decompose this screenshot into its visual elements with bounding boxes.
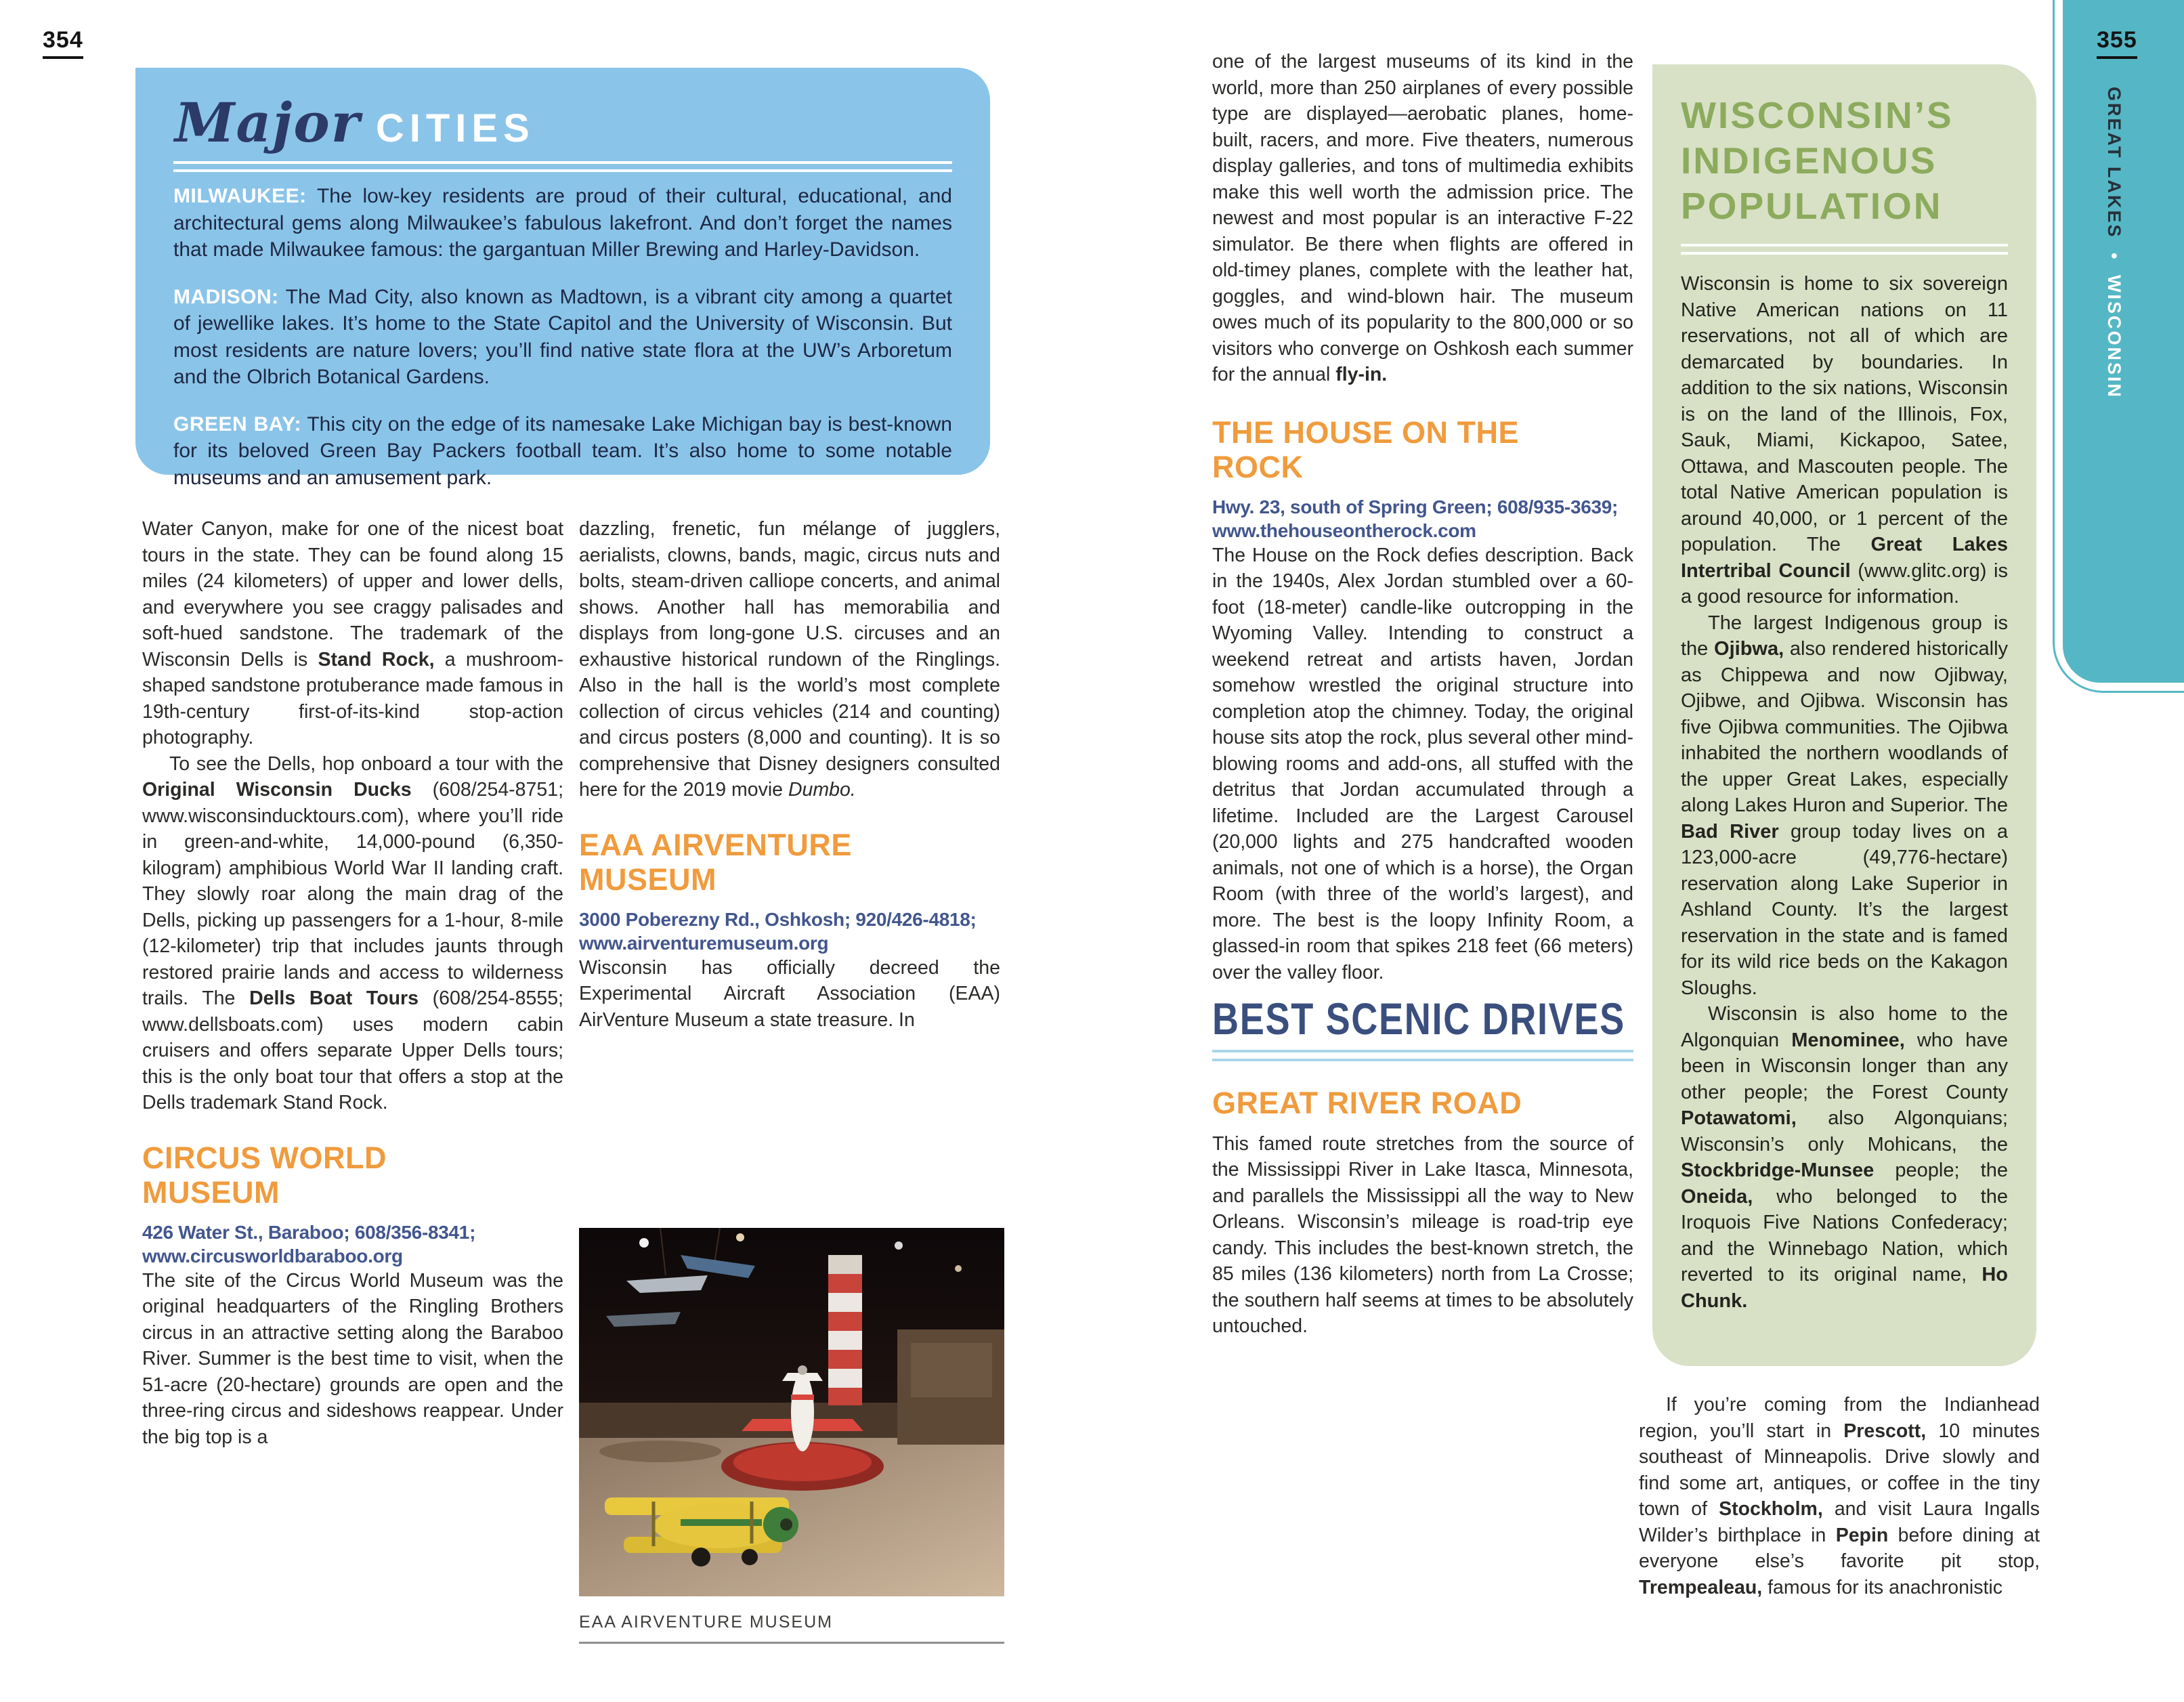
body-column-2 [579,516,1000,1033]
scenic-divider [1212,1050,1633,1061]
major-cities-title-script: Major [175,91,361,154]
section-heading-best-scenic-drives: BEST SCENIC DRIVES [1212,994,1625,1044]
paragraph: If you’re coming from the Indianhead region, you’ll start in Prescott, 10 minutes southeast of Minneapolis. Drive slowly and find some art, antiques, or coffee in the tiny town of Stockholm, and visit Laura Ingalls Wilder’s birthplace in Pepin before dining at everyone else’s favorite pit stop, Trempealeau, famous for its anachronistic [1639,1394,2040,1598]
title-divider [1681,244,2008,255]
striped-pylon [828,1255,862,1405]
section-heading-great-river-road: GREAT RIVER ROAD [1212,1085,1522,1120]
indigenous-title-line: POPULATION [1681,185,1943,227]
address-line: Hwy. 23, south of Spring Green; 608/935-3639; www.thehouseontherock.com [1212,496,1619,541]
page-number-left: 354 [43,27,83,59]
paragraph: dazzling, frenetic, fun mélange of jugglers, aerialists, clowns, bands, magic, circus nuts and bolts, steam-driven calliope concerts, and animal shows. Another hall has memorabilia and displays from long-gone U.S. circuses and an exhaustive historical rundown of the Ringlings. Also in the hall is the world’s most complete collection of circus vehicles (214 and counting) and circus posters (8,000 and counting). It is so comprehensive that Disney designers consulted here for the 2019 movie Dumbo. [579,518,1000,801]
section-heading-circus-world-museum: CIRCUS WORLD MUSEUM [142,1140,387,1210]
eaa-photo-block [579,1228,1004,1644]
paragraph: Water Canyon, make for one of the nicest boat tours in the state. They can be found along 15 miles (24 kilometers) of upper and lower dells, and everywhere you see craggy palisades and soft-hued sandstone. The trademark of the Wisconsin Dells is Stand Rock, a mushroom-shaped sandstone protuberance made famous in 19th-century first-of-its-kind stop-action photography. [142,518,563,748]
city-entry-madison: MADISON: The Mad City, also known as Madtown, is a vibrant city among a quartet of jewellike lakes. It’s home to the State Capitol and the University of Wisconsin. But most residents are nature lovers; you’ll find native state flora at the UW’s Arboretum and the Olbrich Botanical Gardens. [173,285,952,388]
indigenous-title-line: INDIGENOUS [1681,140,1937,182]
major-cities-title [175,91,952,154]
body-column-1 [142,516,563,1450]
paragraph: one of the largest museums of its kind in the world, more than 250 airplanes of every possible type are displayed—aerobatic planes, home-built, racers, and more. Five theaters, numerous display galleries, and tons of multimedia exhibits make this well worth the admission price. The newest and most popular is an interactive F-22 simulator. Be there when flights are offered in old-timey planes, complete with the leather hat, goggles, and wind-blown hair. The museum owes much of its popularity to the 800,000 or so visitors who converge on Oshkosh each summer for the annual fly-in. [1212,51,1633,385]
section-heading-eaa-airventure-museum: EAA AIRVENTURE MUSEUM [579,827,852,897]
title-divider [173,161,952,172]
major-cities-title-caps: CITIES [375,106,535,150]
tab-region-label: GREAT LAKES [2104,87,2124,239]
photo-caption: EAA AIRVENTURE MUSEUM [579,1613,833,1632]
city-entry-milwaukee: MILWAUKEE: The low-key residents are proud of their cultural, educational, and architectural gems along Milwaukee’s fabulous lakefront. And don’t forget the names that made Milwaukee famous: the gargantuan Miller Brewing and Harley-Davidson. [173,185,952,261]
page-number-right: 355 [2097,27,2137,59]
eaa-airventure-museum-photo [579,1228,1004,1596]
indigenous-population-box [1652,64,2036,1366]
paragraph: The largest Indigenous group is the Ojibwa, also rendered historically as Chippewa and now Ojibway, Ojibwe, and Ojibwa. Wisconsin has five Ojibwa communities. The Ojibwa inhabited the northern woodlands of the upper Great Lakes, especially along Lakes Huron and Superior. The Bad River group today lives on a 123,000-acre (49,776-hectare) reservation along Lake Superior in Ashland County. It’s the largest reservation in the state and is famed for its wild rice beds on the Kakagon Sloughs. [1681,612,2009,999]
paragraph: Wisconsin is home to six sovereign Native American nations on 11 reservations, not all of which are demarcated by boundaries. In addition to the six nations, Wisconsin is on the land of the Illinois, Fox, Sauk, Miami, Kickapoo, Satee, Ottawa, and Mascouten people. The total Native American population is around 40,000, or 1 percent of the population. The Great Lakes Intertribal Council (www.glitc.org) is a good resource for information. [1681,273,2008,608]
chapter-tab-label [2103,87,2124,399]
paragraph: Wisconsin has officially decreed the Experimental Aircraft Association (EAA) AirVenture Museum a state treasure. In [579,956,1000,1031]
paragraph: Wisconsin is also home to the Algonquian Menominee, who have been in Wisconsin longer than any other people; the Forest County Potawatomi, also Algonquians; Wisconsin’s only Mohicans, the Stockbridge-Munsee people; the Oneida, who belonged to the Iroquois Five Nations Confederacy; and the Winnebago Nation, which reverted to its original name, Ho Chunk. [1681,1003,2009,1312]
body-column-3 [1212,49,1633,1340]
address-line: 426 Water St., Baraboo; 608/356-8341; www.circusworldbaraboo.org [142,1221,476,1267]
section-heading-house-on-the-rock: THE HOUSE ON THE ROCK [1212,414,1520,484]
city-entry-green-bay: GREEN BAY: This city on the edge of its namesake Lake Michigan bay is best-known for its beloved Green Bay Packers football team. It’s also home to some notable museums and an amusement park. [173,412,952,489]
bullet-separator-icon: • [2104,253,2124,261]
paragraph: The site of the Circus World Museum was the original headquarters of the Ringling Brothers circus in an attractive setting along the Baraboo River. Summer is the best time to visit, when the 51-acre (20-hectare) grounds are open and the three-ring circus and sideshows reappear. Under the big top is a [142,1269,563,1448]
paragraph: To see the Dells, hop onboard a tour with the Original Wisconsin Ducks (608/254-8751; www.wisconsinducktours.com), where you’ll ride in green-and-white, 14,000-pound (6,350-kilogram) amphibious World War II landing craft. They slowly roar along the main drag of the Dells, picking up passengers for a 1-hour, 8-mile (12-kilometer) trip that includes jaunts through restored prairie lands and access to wilderness trails. The Dells Boat Tours (608/254-8555; www.dellsboats.com) uses modern cabin cruisers and offers separate Upper Dells tours; this is the only boat tour that offers a stop at the Dells trademark Stand Rock. [142,752,563,1113]
paragraph: This famed route stretches from the source of the Mississippi River in Lake Itasca, Minnesota, and parallels the Mississippi all the way to New Orleans. Wisconsin’s mileage is road-trip eye candy. This includes the best-known stretch, the 85 miles (136 kilometers) north from La Crosse; the southern half seems at times to be absolutely untouched. [1212,1132,1633,1337]
tab-state-label: WISCONSIN [2104,275,2124,400]
major-cities-box [135,68,990,489]
body-column-4 [1639,1392,2040,1600]
caption-rule [579,1642,1004,1644]
address-line: 3000 Poberezny Rd., Oshkosh; 920/426-4818; www.airventuremuseum.org [579,908,977,954]
indigenous-title-line: WISCONSIN’S [1681,94,1954,136]
paragraph: The House on the Rock defies description. Back in the 1940s, Alex Jordan stumbled over a 60-foot (18-meter) candle-like outcropping in the Wyoming Valley. Intending to construct a weekend retreat and artists haven, Jordan somehow wrestled the original structure into completion atop the chimney. Today, the original house sits atop the rock, plus several other mind-blowing rooms and add-ons, all stuffed with the detritus that Jordan accumulated through a lifetime. Included are the Largest Carousel (20,000 lights and 275 handcrafted wooden animals, not one of which is a horse), the Organ Room (with three of the world’s largest), and more. The best is the loopy Infinity Room, a glassed-in room that spikes 218 feet (66 meters) over the valley floor. [1212,544,1633,983]
